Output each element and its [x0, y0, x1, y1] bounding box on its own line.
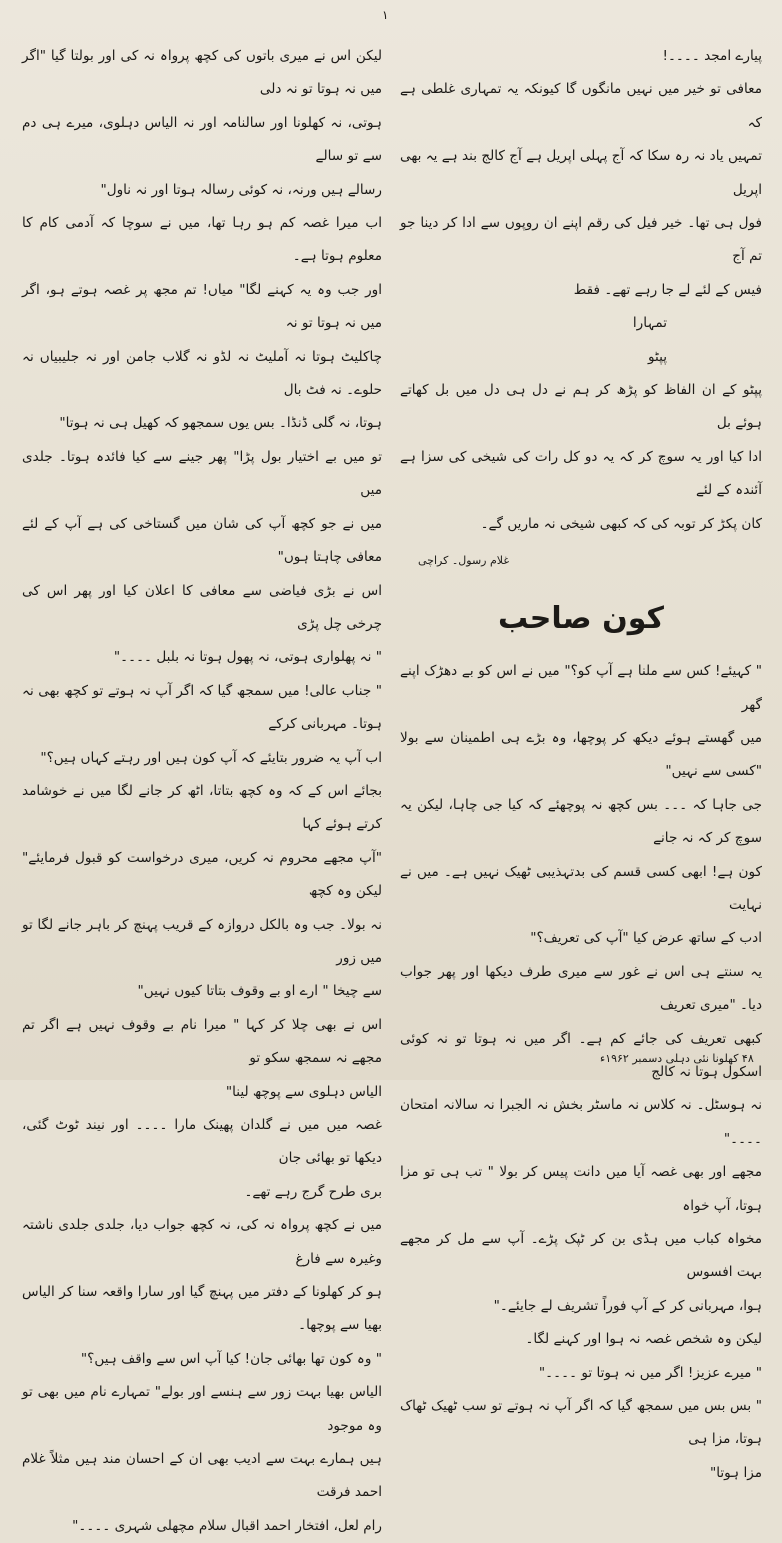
letter-line: پیارے امجد ۔۔۔۔!: [662, 48, 762, 64]
body-line: ہیں ہمارے بہت سے ادیب بھی ان کے احسان مند ہیں مثلاً غلام احمد فرقت: [22, 1451, 382, 1501]
story-line: مزا ہوتا": [709, 1464, 762, 1481]
story-line: مخواہ کباب میں ہڈی بن کر ٹپک پڑے۔ آپ سے مل کر مجھے بہت افسوس: [400, 1231, 762, 1281]
body-line: اس نے بڑی فیاضی سے معافی کا اعلان کیا اور پھر اس کی چرخی چل پڑی: [22, 582, 382, 632]
body-line: اب میرا غصہ کم ہو رہا تھا، میں نے سوچا کہ آدمی کام کا معلوم ہوتا ہے۔: [22, 215, 382, 265]
letter-line: فول ہی تھا۔ خیر فیل کی رقم اپنے ان روپوں سے ادا کر دینا جو تم آج: [400, 215, 762, 265]
story-line: " بس بس میں سمجھ گیا کہ اگر آپ نہ ہوتے تو سب ٹھیک ٹھاک ہوتا، مزا ہی: [400, 1398, 762, 1448]
letter-line: تمہیں یاد نہ رہ سکا کہ آج پہلی اپریل ہے آج کالج بند ہے یہ بھی اپریل: [400, 148, 762, 198]
body-line: ہوتی، نہ کھلونا اور سالنامہ اور نہ الیاس دہلوی، میرے ہی دم سے تو سالے: [22, 114, 382, 165]
body-line: نہ بولا۔ جب وہ بالکل دروازہ کے قریب پہنچ کر باہر جانے لگا تو میں زور: [22, 916, 382, 966]
body-line: سے چیخا " ارے او بے وقوف بتاتا کیوں نہیں": [137, 983, 382, 1000]
body-line: " وہ کون تھا بھائی جان! کیا آپ اس سے واقف ہیں؟": [80, 1350, 382, 1367]
closing-line: کان پکڑ کر توبہ کی کہ کبھی شیخی نہ ماریں گے۔: [480, 515, 762, 532]
story-line: ہوا، مہربانی کر کے آپ فوراً تشریف لے جایئے۔": [493, 1297, 762, 1314]
letter-text: [400, 40, 762, 374]
article-title: کون صاحب: [498, 601, 664, 637]
story-line: کبھی تعریف کی جائے کم ہے۔ اگر میں نہ ہوتا تو نہ کوئی اسکول ہوتا نہ کالج: [400, 1030, 762, 1080]
letter-signature-name: پپٹو: [647, 348, 667, 365]
story-line: نہ ہوسٹل۔ نہ کلاس نہ ماسٹر بخش نہ الجبرا نہ سالانہ امتحان ۔۔۔۔": [400, 1097, 762, 1147]
body-line: میں نے جو کچھ آپ کی شان میں گستاخی کی ہے آپ کے لئے معافی چاہتا ہوں": [22, 515, 382, 566]
left-column: [22, 40, 382, 1543]
story-line: " کہیئے! کس سے ملنا ہے آپ کو؟" میں نے اس کو بے دھڑک اپنے گھر: [400, 663, 762, 713]
body-line: اس نے بھی چلا کر کہا " میرا نام بے وقوف نہیں ہے اگر تم مجھے نہ سمجھ سکو تو: [22, 1016, 382, 1067]
body-line: الیاس بھیا بہت زور سے ہنسے اور بولے" تمہارے نام میں بھی تو وہ موجود: [22, 1384, 382, 1434]
body-line: "آپ مجھے محروم نہ کریں، میری درخواست کو قبول فرمایئے" لیکن وہ کچھ: [22, 849, 382, 900]
body-line: " نہ پھلواری ہوتی، نہ پھول ہوتا نہ بلبل ۔۔۔۔": [113, 649, 382, 666]
story-line: " میرے عزیز! اگر میں نہ ہوتا تو ۔۔۔۔": [538, 1364, 762, 1381]
page-footer: ۴۸ کھلونا نئی دہلی دسمبر ۱۹۶۲ء: [600, 1052, 754, 1065]
letter-line: فیس کے لئے لے جا رہے تھے۔ فقط: [573, 281, 762, 298]
body-line: " جناب عالی! میں سمجھ گیا کہ اگر آپ نہ ہوتے تو کچھ بھی نہ ہوتا۔ مہربانی کرکے: [22, 682, 382, 733]
story-line: جی جاہا کہ ۔۔۔ بس کچھ نہ پوچھئے کہ کیا جی چاہا، لیکن یہ سوچ کر کہ نہ جانے: [400, 796, 762, 847]
body-line: لیکن اس نے میری باتوں کی کچھ پرواہ نہ کی اور بولتا گیا "اگر میں نہ ہوتا تو نہ دلی: [22, 48, 382, 98]
story-line: ادب کے ساتھ عرض کیا "آپ کی تعریف؟": [530, 930, 762, 947]
page-number: ۱: [382, 8, 389, 22]
story-line: کون ہے! ابھی کسی قسم کی بدتہذیبی ٹھیک نہیں ہے۔ میں نے نہایت: [400, 863, 762, 913]
body-line: رسالے ہیں ورنہ، نہ کوئی رسالہ ہوتا اور نہ ناول": [100, 181, 382, 198]
letter-line: معافی تو خیر میں نہیں مانگوں گا کیونکہ یہ تمہاری غلطی ہے کہ: [400, 81, 762, 131]
body-line: رام لعل، افتخار احمد اقبال سلام مچھلی شہری ۔۔۔۔": [72, 1517, 382, 1534]
body-line: میں نے کچھ پرواہ نہ کی، نہ کچھ جواب دیا، جلدی جلدی ناشتہ وغیرہ سے فارغ: [22, 1217, 382, 1267]
author-credit: غلام رسول۔ کراچی: [418, 554, 510, 568]
story-line: مجھے اور بھی غصہ آیا میں دانت پیس کر بولا " تب ہی تو مزا ہوتا، آپ خواہ: [400, 1164, 762, 1214]
story-line: لیکن وہ شخص غصہ نہ ہوا اور کہنے لگا۔: [525, 1331, 762, 1348]
body-line: چاکلیٹ ہوتا نہ آملیٹ نہ لڈو نہ گلاب جامن اور نہ جلیبیاں نہ حلوے۔ نہ فٹ بال: [22, 348, 382, 399]
story-line: میں گھستے ہوئے دیکھ کر پوچھا، وہ بڑے ہی اطمینان سے بولا "کسی سے نہیں": [400, 729, 762, 780]
story-line: یہ سنتے ہی اس نے غور سے میری طرف دیکھا اور پھر جواب دیا۔ "میری تعریف: [400, 963, 762, 1014]
body-line: الیاس دہلوی سے پوچھ لینا": [225, 1083, 382, 1100]
body-line: تو میں بے اختیار بول پڑا" پھر جینے سے کیا فائدہ ہوتا۔ جلدی میں: [22, 448, 382, 499]
body-line: اب آپ یہ ضرور بتایئے کہ آپ کون ہیں اور رہتے کہاں ہیں؟": [40, 749, 382, 766]
body-line: ہوتا، نہ گلی ڈنڈا۔ بس یوں سمجھو کہ کھیل ہی نہ ہوتا": [59, 415, 382, 432]
body-line: اور جب وہ یہ کہنے لگا" میاں! تم مجھ پر غصہ ہوتے ہو، اگر میں نہ ہوتا تو نہ: [22, 281, 382, 332]
closing-line: پپٹو کے ان الفاظ کو پڑھ کر ہم نے دل ہی دل میں بل کھاتے ہوئے بل: [400, 382, 762, 432]
body-line: بجائے اس کے کہ وہ کچھ بتاتا، اٹھ کر جانے لگا میں نے خوشامد کرتے ہوئے کہا: [22, 782, 382, 833]
closing-line: ادا کیا اور یہ سوچ کر کہ یہ دو کل رات کی شیخی کی سزا ہے آئندہ کے لئے: [400, 448, 762, 499]
story-text: [400, 655, 762, 1490]
right-column: [400, 40, 762, 1490]
body-line: ہو کر کھلونا کے دفتر میں پہنچ گیا اور سارا واقعہ سنا کر الیاس بھیا سے پوچھا۔: [22, 1284, 382, 1334]
body-line: بری طرح گرج رہے تھے۔: [244, 1183, 382, 1200]
closing-text: [400, 374, 762, 541]
letter-signature: تمہارا: [632, 315, 667, 332]
body-line: غصہ میں میں نے گلدان پھینک مارا ۔۔۔۔ اور نیند ٹوٹ گئی، دیکھا تو بھائی جان: [22, 1117, 382, 1167]
